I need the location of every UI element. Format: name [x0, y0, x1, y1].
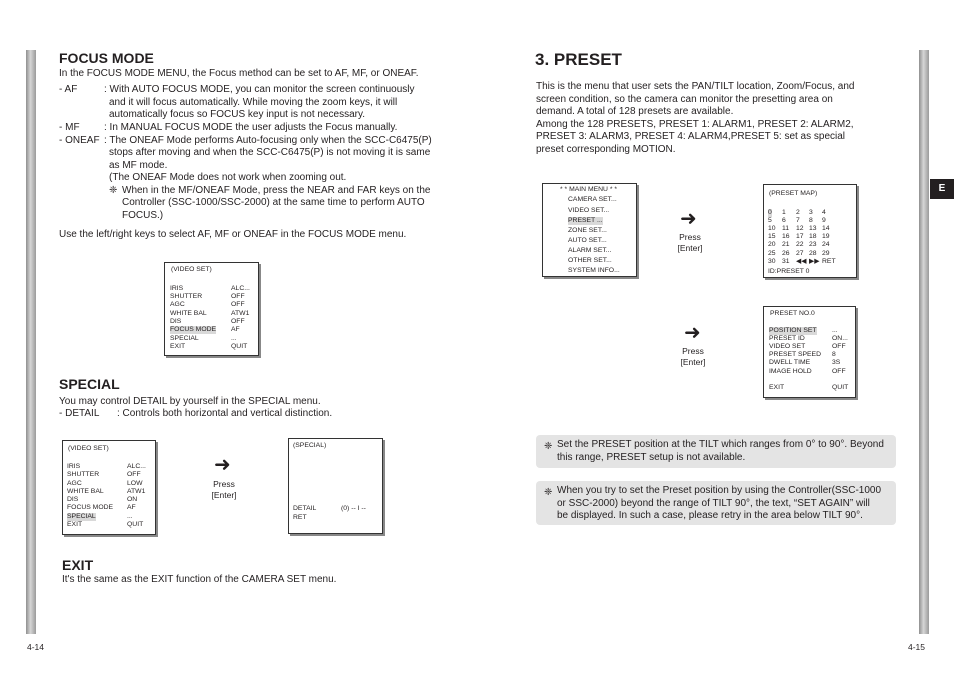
note-box-set-again [536, 481, 896, 525]
special-video-set-menu [62, 440, 156, 535]
preset-map-cell: 15 [768, 233, 776, 241]
preset-map-cell: 12 [796, 225, 804, 233]
preset-map-cell: 29 [822, 249, 830, 257]
menu-title: (SPECIAL) [293, 442, 327, 449]
focus-note-line-2: Controller (SSC-1000/SSC-2000) at the same time to perform AUTO [122, 197, 425, 208]
menu-label: SPECIAL [170, 335, 199, 342]
menu-value: OFF [832, 368, 846, 375]
preset-map-cell: 27 [796, 249, 804, 257]
menu-item: ZONE SET... [568, 227, 607, 234]
preset-intro-line-2: screen condition, so the camera can monitor the presetting area on [536, 94, 833, 105]
press-label: Press [679, 232, 701, 242]
oneaf-label: - ONEAF [59, 135, 100, 146]
left-page-number: 4-14 [27, 642, 45, 652]
menu-label: FOCUS MODE [67, 504, 114, 511]
preset-map-cell: 31 [782, 257, 790, 265]
detail-label: - DETAIL [59, 408, 100, 419]
focus-mode-outro: Use the left/right keys to select AF, MF or ONEAF in the FOCUS MODE menu. [59, 229, 407, 240]
focus-mode-heading: FOCUS MODE [59, 50, 154, 66]
preset-map-cell: ◀◀ [796, 257, 807, 265]
menu-value: AF [231, 326, 240, 333]
preset-map-cell: 18 [809, 233, 817, 241]
language-tab-label: E [938, 183, 946, 194]
exit-heading: EXIT [62, 557, 94, 573]
menu-title: (VIDEO SET) [68, 445, 109, 452]
menu-label-selected: SPECIAL [67, 513, 96, 520]
menu-item: ALARM SET... [568, 247, 612, 254]
menu-title: (VIDEO SET) [171, 266, 212, 273]
menu-label: IMAGE HOLD [769, 368, 812, 375]
menu-value: QUIT [231, 343, 248, 350]
preset-map-cell: 0 [768, 209, 772, 216]
preset-map-cell: 3 [809, 209, 813, 216]
preset-intro-line-6: preset corresponding MOTION. [536, 144, 676, 155]
menu-label: DETAIL [293, 505, 317, 512]
preset-map-cell: 20 [768, 241, 776, 249]
preset-map-cell: 14 [822, 225, 830, 233]
menu-title: * * MAIN MENU * * [560, 186, 618, 193]
preset-map-cell: 2 [796, 209, 800, 216]
left-margin-bar [26, 50, 36, 634]
oneaf-line-1: : The ONEAF Mode performs Auto-focusing only when the SCC-C6475(P) [104, 135, 432, 146]
af-line-1: : With AUTO FOCUS MODE, you can monitor the screen continuously [104, 84, 415, 95]
menu-item: CAMERA SET... [568, 196, 617, 203]
enter-label: [Enter] [211, 490, 237, 500]
preset-intro-line-3: demand. A total of 128 presets are available. [536, 106, 734, 117]
menu-label: PRESET SPEED [769, 351, 822, 358]
right-page-number: 4-15 [908, 642, 926, 652]
menu-title: (PRESET MAP) [769, 190, 818, 197]
preset-map-menu [763, 184, 857, 278]
menu-value: QUIT [127, 521, 144, 528]
mf-line: : In MANUAL FOCUS MODE the user adjusts the Focus manually. [104, 122, 398, 133]
preset-map-cell: 1 [782, 209, 786, 216]
menu-value: ATW1 [127, 488, 146, 495]
menu-value: OFF [832, 343, 846, 350]
focus-note-line-1: When in the MF/ONEAF Mode, press the NEAR and FAR keys on the [122, 185, 431, 196]
note-line: be displayed. In such a case, please retry in the area below TILT 90°. [557, 510, 863, 521]
arrow-right-icon: ➜ [214, 454, 231, 476]
menu-label: AGC [67, 480, 82, 487]
preset-map-cell: 8 [809, 217, 813, 225]
menu-value: ... [231, 335, 237, 342]
preset-intro-line-1: This is the menu that user sets the PAN/TILT location, Zoom/Focus, and [536, 81, 855, 92]
menu-label: SHUTTER [170, 293, 203, 300]
af-label: - AF [59, 84, 78, 95]
menu-value: ... [127, 513, 133, 520]
menu-value: QUIT [832, 384, 849, 391]
menu-value: ON [127, 496, 138, 503]
menu-value: AF [127, 504, 136, 511]
focus-mode-intro: In the FOCUS MODE MENU, the Focus method can be set to AF, MF, or ONEAF. [59, 68, 419, 79]
note-symbol-icon: ❈ [544, 441, 553, 452]
menu-label: DIS [67, 496, 79, 503]
exit-text: It's the same as the EXIT function of the CAMERA SET menu. [62, 574, 337, 585]
menu-label: WHITE BAL [67, 488, 104, 495]
oneaf-line-4: (The ONEAF Mode does not work when zooming out. [109, 172, 347, 183]
preset-map-cell: 9 [822, 217, 826, 225]
special-menu [288, 438, 383, 534]
menu-item: AUTO SET... [568, 237, 607, 244]
af-line-3: automatically focus so FOCUS key input is not necessary. [109, 109, 366, 120]
menu-item: SYSTEM INFO... [568, 267, 620, 274]
right-margin-bar [919, 50, 929, 634]
menu-value: OFF [231, 293, 245, 300]
main-menu [542, 183, 637, 277]
menu-label: WHITE BAL [170, 310, 207, 317]
preset-map-cell: 6 [782, 217, 786, 225]
menu-item: VIDEO SET... [568, 207, 610, 214]
menu-label: SHUTTER [67, 471, 100, 478]
menu-value: ... [832, 327, 838, 334]
focus-note-line-3: FOCUS.) [122, 210, 164, 221]
menu-value: 3S [832, 359, 841, 366]
note-line: or SSC-2000) beyond the range of TILT 90°, the text, “SET AGAIN” will [557, 497, 870, 509]
menu-value: (0) -- I -- [341, 505, 366, 512]
preset-map-cell: 24 [822, 241, 830, 249]
note-box-tilt-range [536, 435, 896, 468]
menu-label: AGC [170, 301, 185, 308]
menu-label-selected: POSITION SET [769, 327, 817, 334]
oneaf-line-2: stops after moving and when the SCC-C6475(P) is not moving it is same [109, 147, 431, 158]
preset-map-cell: 5 [768, 217, 772, 225]
preset-intro-line-5: PRESET 3: ALARM3, PRESET 4: ALARM4,PRESET 5: set as special [536, 131, 846, 142]
enter-label: [Enter] [680, 357, 706, 367]
menu-label: RET [293, 514, 307, 521]
preset-map-cell: 4 [822, 209, 826, 216]
preset-map-cell: 19 [822, 233, 830, 241]
preset-intro-line-4: Among the 128 PRESETS, PRESET 1: ALARM1, PRESET 2: ALARM2, [536, 119, 854, 130]
preset-map-cell: 16 [782, 233, 790, 241]
menu-label: EXIT [170, 343, 186, 350]
menu-value: ON... [832, 335, 848, 342]
special-intro: You may control DETAIL by yourself in the SPECIAL menu. [59, 396, 321, 407]
menu-value: ATW1 [231, 310, 250, 317]
special-heading: SPECIAL [59, 376, 120, 392]
mf-label: - MF [59, 122, 80, 133]
preset-map-cell: 11 [782, 225, 790, 233]
preset-menu [763, 306, 856, 398]
menu-value: LOW [127, 480, 143, 487]
preset-map-cell: 28 [809, 249, 817, 257]
menu-item: OTHER SET... [568, 257, 612, 264]
menu-label-selected: FOCUS MODE [170, 326, 217, 333]
note-line: When you try to set the Preset position by using the Controller(SSC-1000 [557, 485, 882, 496]
preset-map-cell: 30 [768, 257, 776, 265]
note-symbol-icon: ❈ [544, 487, 553, 498]
menu-title: PRESET NO.0 [770, 310, 815, 317]
preset-map-cell: 25 [768, 249, 776, 257]
language-tab [930, 179, 954, 199]
note-text [557, 485, 886, 523]
detail-line: : Controls both horizontal and vertical distinction. [117, 408, 333, 419]
menu-label: VIDEO SET [769, 343, 806, 350]
note-text [557, 439, 886, 464]
preset-map-cell: 13 [809, 225, 817, 233]
enter-label: [Enter] [677, 243, 703, 253]
menu-value: 8 [832, 351, 836, 358]
press-label: Press [213, 479, 235, 489]
menu-label: IRIS [170, 285, 184, 292]
menu-value: OFF [127, 471, 141, 478]
menu-label: IRIS [67, 463, 81, 470]
preset-map-cell: 23 [809, 241, 817, 249]
preset-map-cell: RET [822, 257, 836, 265]
preset-map-cell: 22 [796, 241, 804, 249]
preset-map-cell: 10 [768, 225, 776, 233]
af-line-2: and it will focus automatically. While moving the zoom keys, it will [109, 97, 398, 108]
menu-label: EXIT [67, 521, 83, 528]
preset-id-line: ID:PRESET 0 [768, 268, 810, 275]
preset-map-cell: 21 [782, 241, 790, 249]
arrow-right-icon: ➜ [684, 322, 701, 344]
preset-map-cell: 17 [796, 233, 804, 241]
preset-map-cell: 26 [782, 249, 790, 257]
menu-value: ALC... [127, 463, 146, 470]
note-line: this range, PRESET setup is not available. [557, 451, 746, 463]
menu-label: DWELL TIME [769, 359, 811, 366]
oneaf-line-3: as MF mode. [109, 160, 168, 171]
menu-item-selected: PRESET ... [568, 217, 603, 224]
menu-value: ALC... [231, 285, 250, 292]
note-symbol-icon: ❈ [109, 185, 118, 196]
note-line: Set the PRESET position at the TILT which ranges from 0° to 90°. Beyond [557, 439, 884, 450]
preset-map-cell: ▶▶ [809, 257, 820, 265]
menu-value: OFF [231, 301, 245, 308]
menu-label: EXIT [769, 384, 785, 391]
focus-video-set-menu [164, 262, 259, 356]
menu-label: DIS [170, 318, 182, 325]
menu-label: PRESET ID [769, 335, 805, 342]
press-label: Press [682, 346, 704, 356]
preset-heading: 3. PRESET [535, 50, 622, 69]
arrow-right-icon: ➜ [680, 208, 697, 230]
preset-map-cell: 7 [796, 217, 800, 225]
menu-value: OFF [231, 318, 245, 325]
